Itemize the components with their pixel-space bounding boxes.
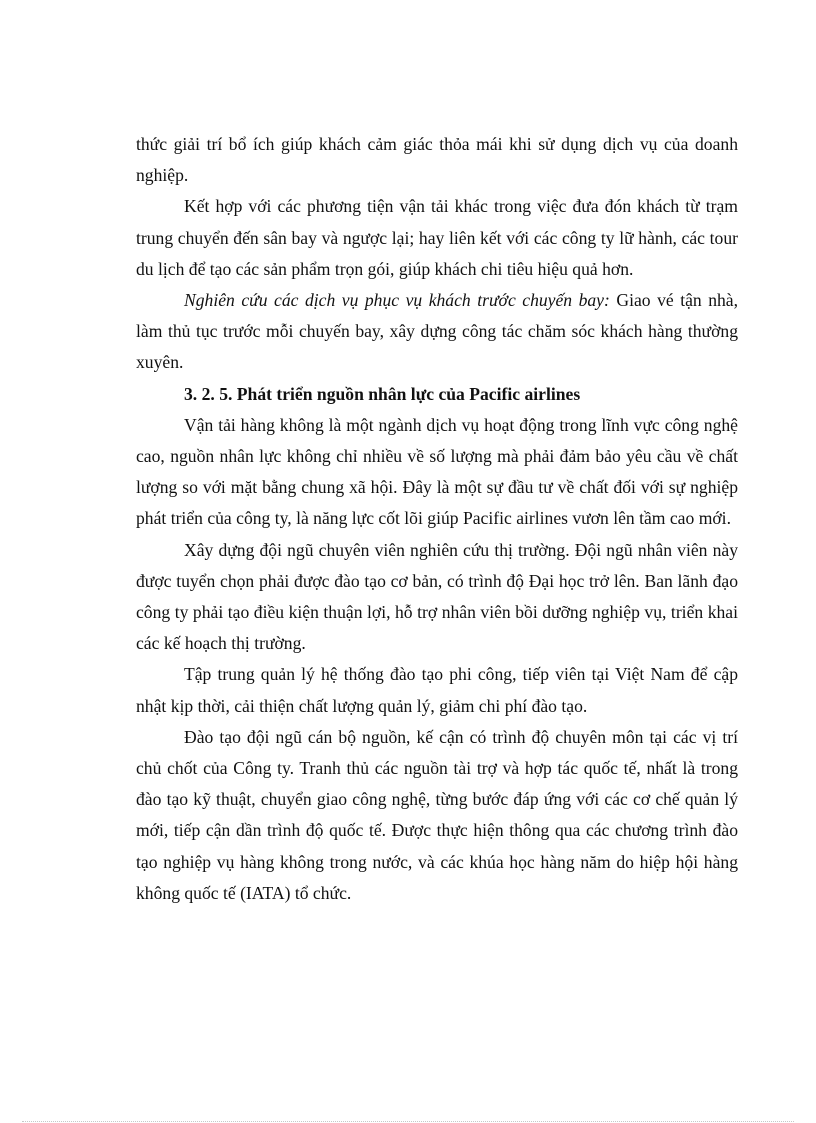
body-text [136, 129, 738, 909]
page-bottom-divider [22, 1121, 794, 1122]
paragraph-body: Giao vé tận nhà, làm thủ tục trước mỗi chuyến bay, xây dựng công tác chăm sóc khách hàng thường xuyên. [136, 290, 738, 373]
paragraph-pre-flight-services [136, 285, 738, 379]
paragraph-market-research-team: Xây dựng đội ngũ chuyên viên nghiên cứu thị trường. Đội ngũ nhân viên này được tuyển chọn phải được đào tạo cơ bản, có trình độ Đại học trở lên. Ban lãnh đạo công ty phải tạo điều kiện thuận lợi, hỗ trợ nhân viên bồi dưỡng nghiệp vụ, triển khai các kế hoạch thị trường. [136, 539, 738, 654]
paragraph-aviation-hr: Vận tải hàng không là một ngành dịch vụ hoạt động trong lĩnh vực công nghệ cao, nguồn nhân lực không chỉ nhiều về số lượng mà phải đảm bảo yêu cầu về chất lượng so với mặt bằng chung xã hội. Đây là một sự đầu tư về chất đối với sự nghiệp phát triển của công ty, là năng lực cốt lõi giúp Pacific airlines vươn lên tầm cao mới. [136, 414, 738, 529]
paragraph-training-management: Tập trung quản lý hệ thống đào tạo phi công, tiếp viên tại Việt Nam để cập nhật kịp thời, cải thiện chất lượng quản lý, giảm chi phí đào tạo. [136, 664, 738, 716]
paragraph-continuation: thức giải trí bổ ích giúp khách cảm giác thỏa mái khi sử dụng dịch vụ của doanh nghiệp. [136, 134, 738, 186]
italic-lead-phrase: Nghiên cứu các dịch vụ phục vụ khách trước chuyến bay: [184, 290, 610, 311]
paragraph-transport-links: Kết hợp với các phương tiện vận tải khác trong việc đưa đón khách từ trạm trung chuyển đến sân bay và ngược lại; hay liên kết với các công ty lữ hành, các tour du lịch để tạo các sản phẩm trọn gói, giúp khách chi tiêu hiệu quả hơn. [136, 196, 738, 279]
section-heading: 3. 2. 5. Phát triển nguồn nhân lực của Pacific airlines [184, 383, 581, 404]
paragraph-staff-development: Đào tạo đội ngũ cán bộ nguồn, kế cận có trình độ chuyên môn tại các vị trí chủ chốt của Công ty. Tranh thủ các nguồn tài trợ và hợp tác quốc tế, nhất là trong đào tạo kỹ thuật, chuyển giao công nghệ, từng bước đáp ứng với các cơ chế quản lý mới, tiếp cận dần trình độ quốc tế. Được thực hiện thông qua các chương trình đào tạo nghiệp vụ hàng không trong nước, và các khúa học hàng năm do hiệp hội hàng không quốc tế (IATA) tổ chức. [136, 726, 738, 903]
